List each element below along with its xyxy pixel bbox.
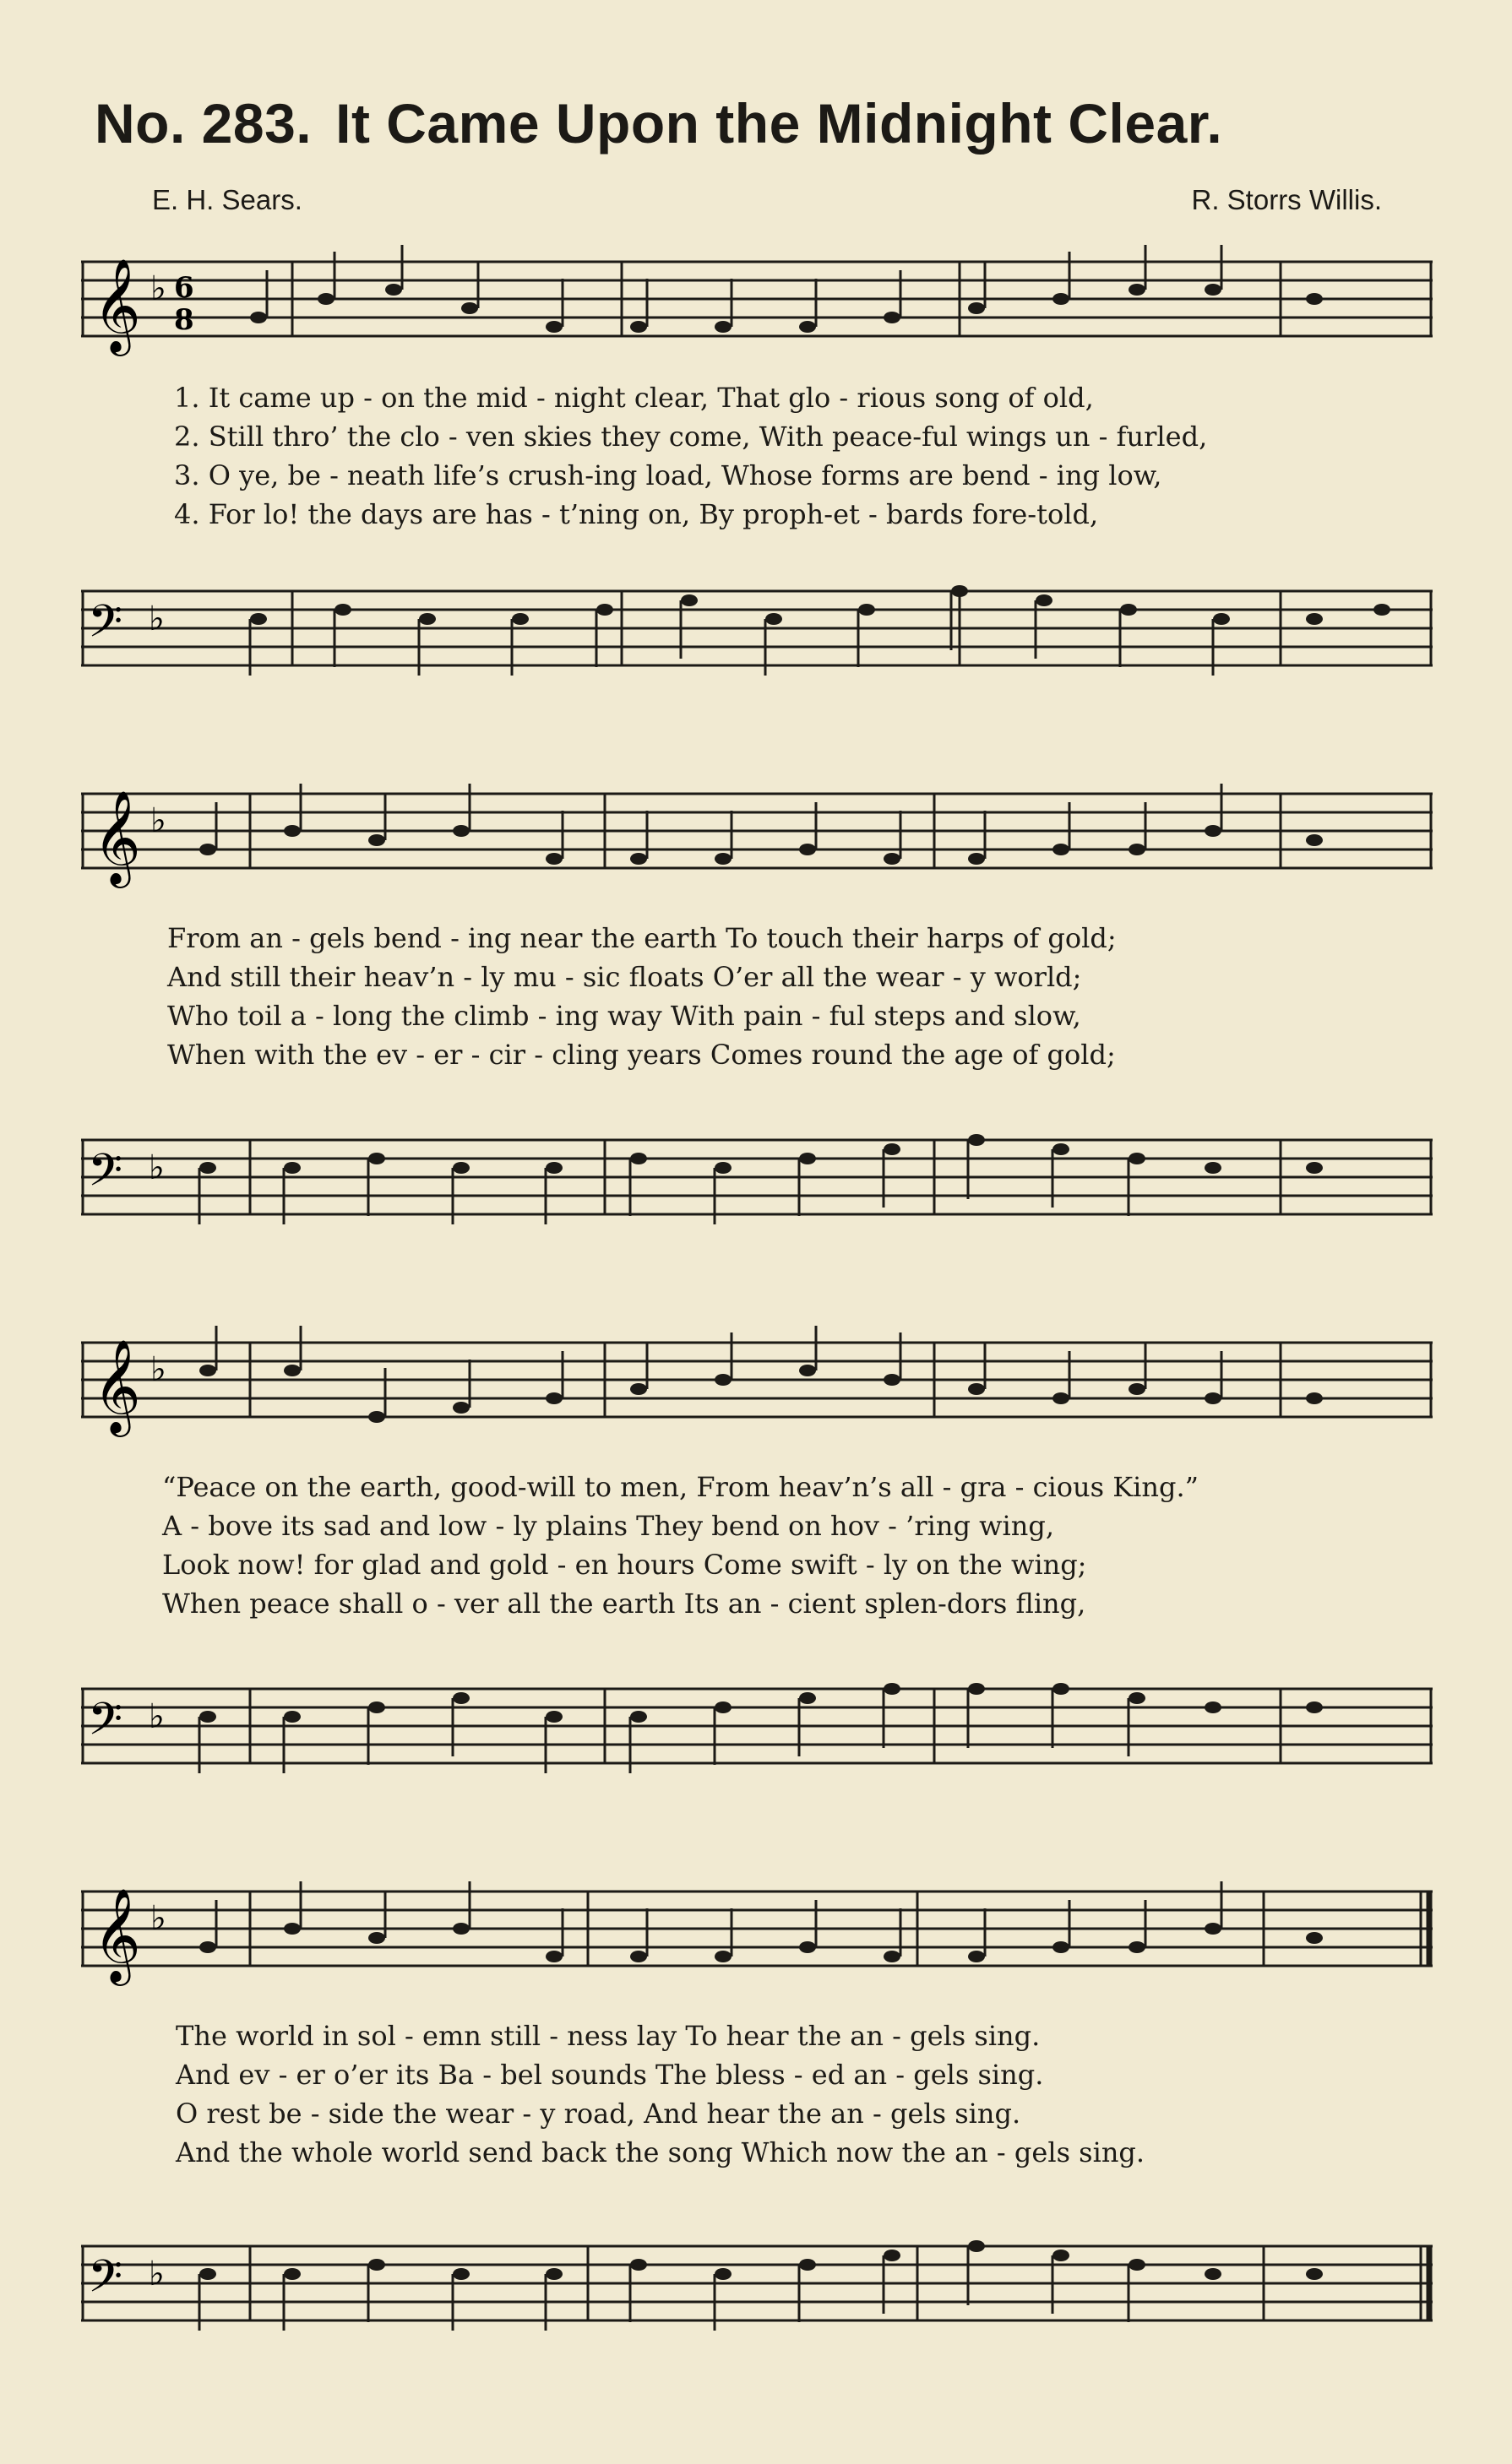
hymn-title-line xyxy=(95,91,1446,155)
lyric-line: 3. O ye, be - neath life’s crush-ing load, Whose forms are bend - ing low, xyxy=(174,459,1162,491)
treble-staff xyxy=(81,1326,1433,1478)
music-system xyxy=(81,1875,1433,2347)
lyric-line: And still their heav’n - ly mu - sic floats O’er all the wear - y world; xyxy=(167,961,1082,993)
verse-lyrics-block xyxy=(176,2016,1145,2172)
svg-text:♭: ♭ xyxy=(150,269,166,308)
treble-clef-icon: 𝄞 xyxy=(93,1338,141,1433)
lyric-line: When peace shall o - ver all the earth Its an - cient splen-dors fling, xyxy=(162,1587,1086,1620)
verse-lyrics-block xyxy=(167,919,1117,1074)
treble-clef-icon: 𝄞 xyxy=(93,1887,141,1982)
music-system xyxy=(81,245,1433,684)
lyric-line: Who toil a - long the climb - ing way With pain - ful steps and slow, xyxy=(167,1000,1081,1032)
svg-text:♭: ♭ xyxy=(150,801,166,840)
bass-clef-icon: 𝄢 xyxy=(88,1694,123,1756)
lyric-line: And ev - er o’er its Ba - bel sounds The bless - ed an - gels sing. xyxy=(176,2059,1044,2091)
bass-staff xyxy=(81,583,1433,752)
svg-text:♭: ♭ xyxy=(150,1899,166,1938)
lyric-line: And the whole world send back the song Which now the an - gels sing. xyxy=(176,2136,1145,2168)
lyric-line: 1. It came up - on the mid - night clear, That glo - rious song of old, xyxy=(174,382,1094,414)
bass-clef-icon: 𝄢 xyxy=(88,2251,123,2314)
music-system xyxy=(81,1326,1433,1782)
svg-text:♭: ♭ xyxy=(150,1350,166,1389)
verse-lyrics-block xyxy=(174,378,1207,534)
bass-staff xyxy=(81,1663,1433,1832)
lyric-line: When with the ev - er - cir - cling years Comes round the age of gold; xyxy=(167,1039,1116,1071)
hymn-title: It Came Upon the Midnight Clear. xyxy=(335,92,1223,155)
svg-text:♭: ♭ xyxy=(149,2255,165,2293)
bass-staff xyxy=(81,2229,1433,2398)
music-system xyxy=(81,777,1433,1233)
verse-lyrics-block xyxy=(162,1468,1199,1623)
lyric-line: O rest be - side the wear - y road, And hear the an - gels sing. xyxy=(176,2098,1021,2130)
lyric-line: 2. Still thro’ the clo - ven skies they come, With peace-ful wings un - furled, xyxy=(174,421,1208,453)
bass-clef-icon: 𝄢 xyxy=(88,596,123,659)
svg-text:8: 8 xyxy=(174,303,194,337)
treble-staff xyxy=(81,245,1433,397)
lyric-line: A - bove its sad and low - ly plains They bend on hov - ’ring wing, xyxy=(162,1510,1054,1542)
lyric-line: 4. For lo! the days are has - t’ning on, By proph-et - bards fore-told, xyxy=(174,498,1099,530)
hymn-number: No. 283. xyxy=(95,92,313,155)
bass-staff xyxy=(81,1115,1433,1284)
svg-text:6: 6 xyxy=(174,271,194,305)
composer-credit: R. Storrs Willis. xyxy=(1191,184,1382,215)
svg-text:♭: ♭ xyxy=(149,1148,165,1187)
lyric-line: From an - gels bend - ing near the earth To touch their harps of gold; xyxy=(167,922,1117,954)
treble-clef-icon: 𝄞 xyxy=(93,790,141,884)
bass-clef-icon: 𝄢 xyxy=(88,1145,123,1208)
lyric-line: Look now! for glad and gold - en hours Come swift - ly on the wing; xyxy=(162,1549,1087,1581)
svg-text:♭: ♭ xyxy=(149,600,165,638)
lyric-line: “Peace on the earth, good-will to men, From heav’n’s all - gra - cious King.” xyxy=(162,1471,1199,1503)
treble-clef-icon: 𝄞 xyxy=(93,258,141,352)
svg-text:♭: ♭ xyxy=(149,1697,165,1736)
lyricist-credit: E. H. Sears. xyxy=(152,184,302,215)
treble-staff xyxy=(81,1875,1433,2027)
treble-staff xyxy=(81,777,1433,929)
lyric-line: The world in sol - emn still - ness lay To hear the an - gels sing. xyxy=(176,2020,1041,2052)
